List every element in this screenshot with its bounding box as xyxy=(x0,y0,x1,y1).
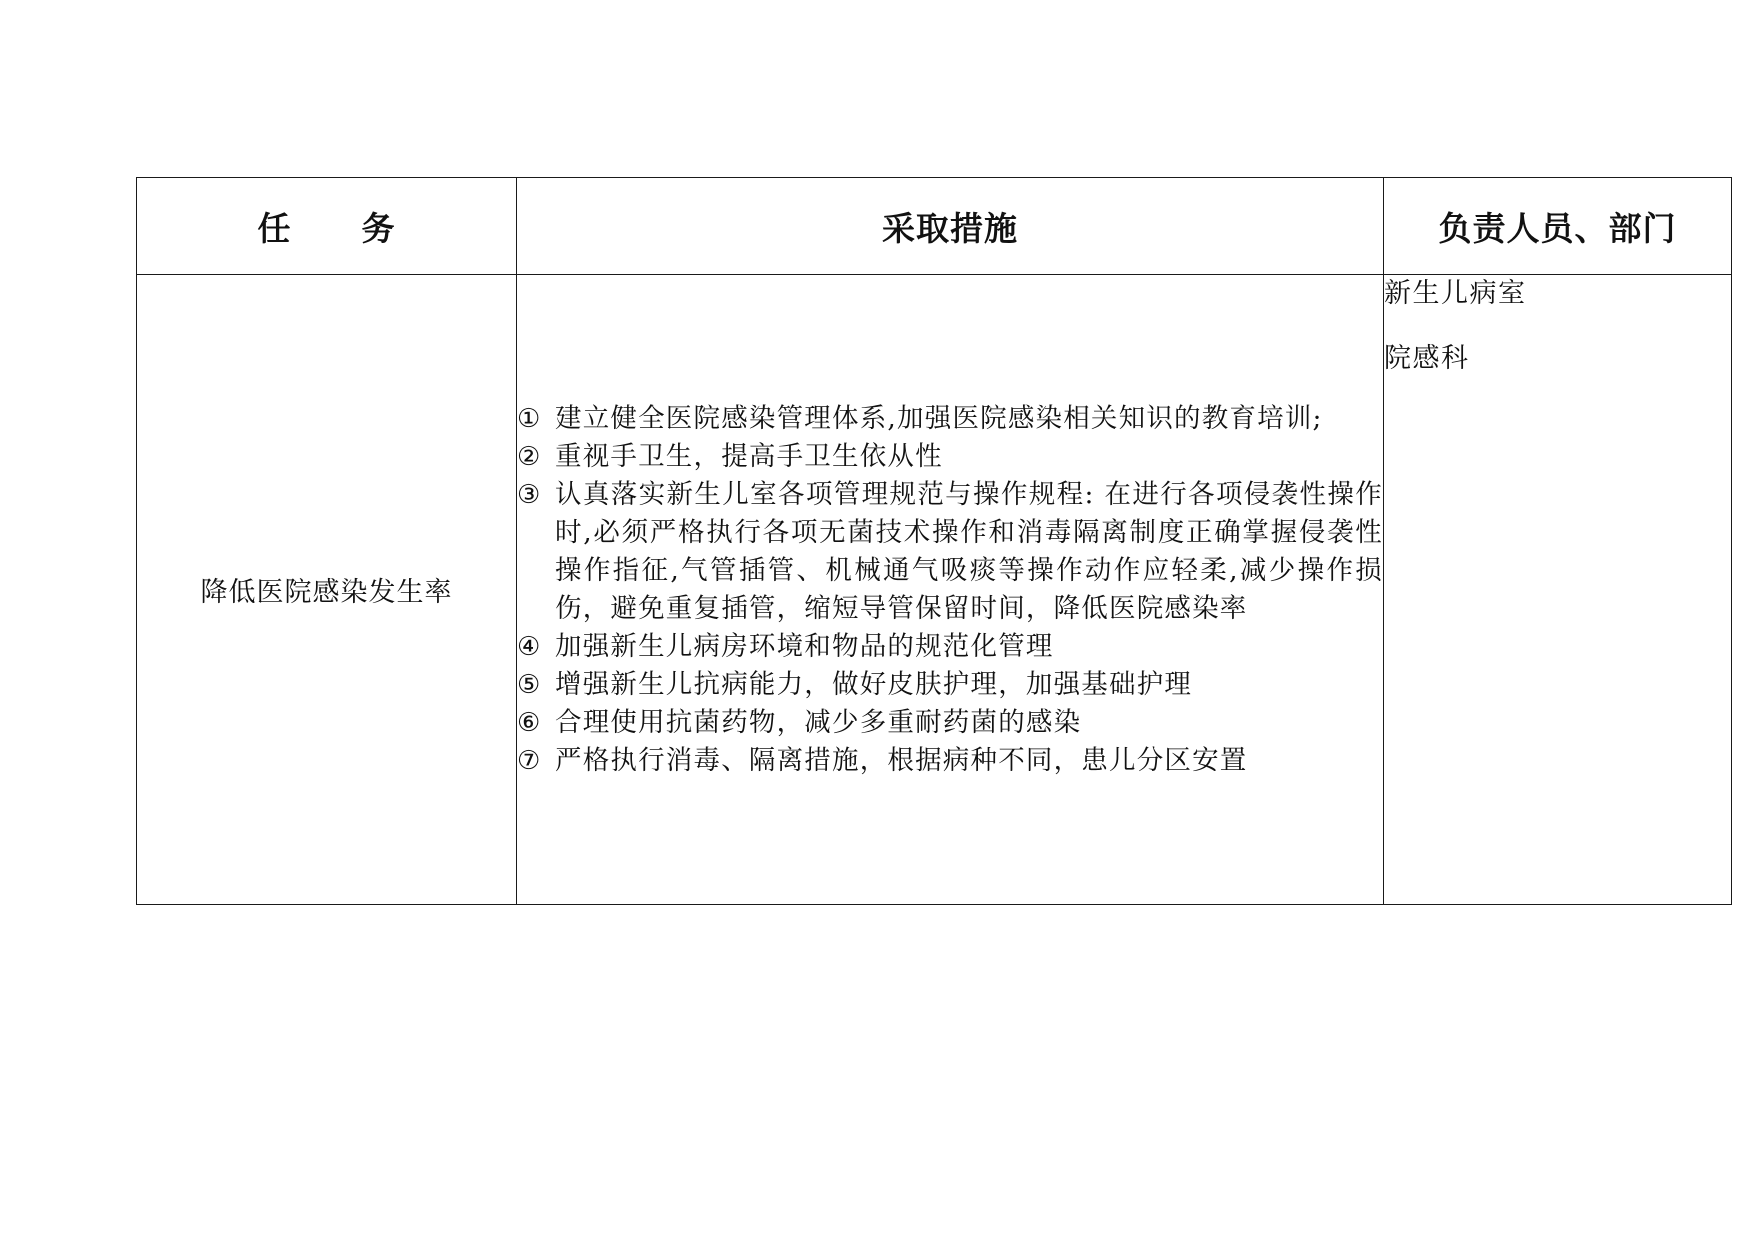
responsible-dept: 新生儿病室 xyxy=(1384,278,1527,309)
header-measures: 采取措施 xyxy=(517,178,1384,275)
table-header-row xyxy=(137,178,1732,275)
measure-text: 严格执行消毒、隔离措施，根据病种不同，患儿分区安置 xyxy=(555,744,1248,776)
measure-text: 认真落实新生儿室各项管理规范与操作规程: 在进行各项侵袭性操作时,必须严格执行各项无菌技术操作和消毒隔离制度正确掌握侵袭性操作指征,气管插管、机械通气吸痰等操作动作应轻柔,减少操作损伤，避免重复插管，缩短导管保留时间，降低医院感染率 xyxy=(555,478,1383,624)
responsible-cell xyxy=(1384,275,1732,905)
measure-item xyxy=(517,704,1383,742)
responsible-list xyxy=(1384,275,1731,405)
measure-number: ⑦ xyxy=(517,745,541,776)
measures-list xyxy=(517,400,1383,780)
measure-number: ① xyxy=(517,403,541,434)
measure-item xyxy=(517,438,1383,476)
measure-number: ③ xyxy=(517,479,541,510)
task-cell: 降低医院感染发生率 xyxy=(137,275,517,905)
measure-text: 建立健全医院感染管理体系,加强医院感染相关知识的教育培训; xyxy=(555,402,1323,434)
measure-number: ⑥ xyxy=(517,707,541,738)
measure-number: ⑤ xyxy=(517,669,541,700)
measures-cell xyxy=(517,275,1384,905)
measure-item xyxy=(517,628,1383,666)
header-task-char-2: 务 xyxy=(361,208,396,248)
measure-text: 重视手卫生，提高手卫生依从性 xyxy=(555,440,943,472)
measure-item xyxy=(517,400,1383,438)
measure-item xyxy=(517,666,1383,704)
table-row xyxy=(137,275,1732,905)
header-task-char-1: 任 xyxy=(257,208,292,248)
measure-number: ② xyxy=(517,441,541,472)
responsible-dept: 院感科 xyxy=(1384,343,1470,374)
task-measures-table xyxy=(136,177,1732,905)
measure-item xyxy=(517,476,1383,628)
measure-text: 合理使用抗菌药物，减少多重耐药菌的感染 xyxy=(555,706,1082,738)
measure-text: 加强新生儿病房环境和物品的规范化管理 xyxy=(555,630,1054,662)
measure-text: 增强新生儿抗病能力，做好皮肤护理，加强基础护理 xyxy=(555,668,1193,700)
header-responsible: 负责人员、部门 xyxy=(1384,178,1732,275)
measure-item xyxy=(517,742,1383,780)
measure-number: ④ xyxy=(517,631,541,662)
header-task xyxy=(137,178,517,275)
